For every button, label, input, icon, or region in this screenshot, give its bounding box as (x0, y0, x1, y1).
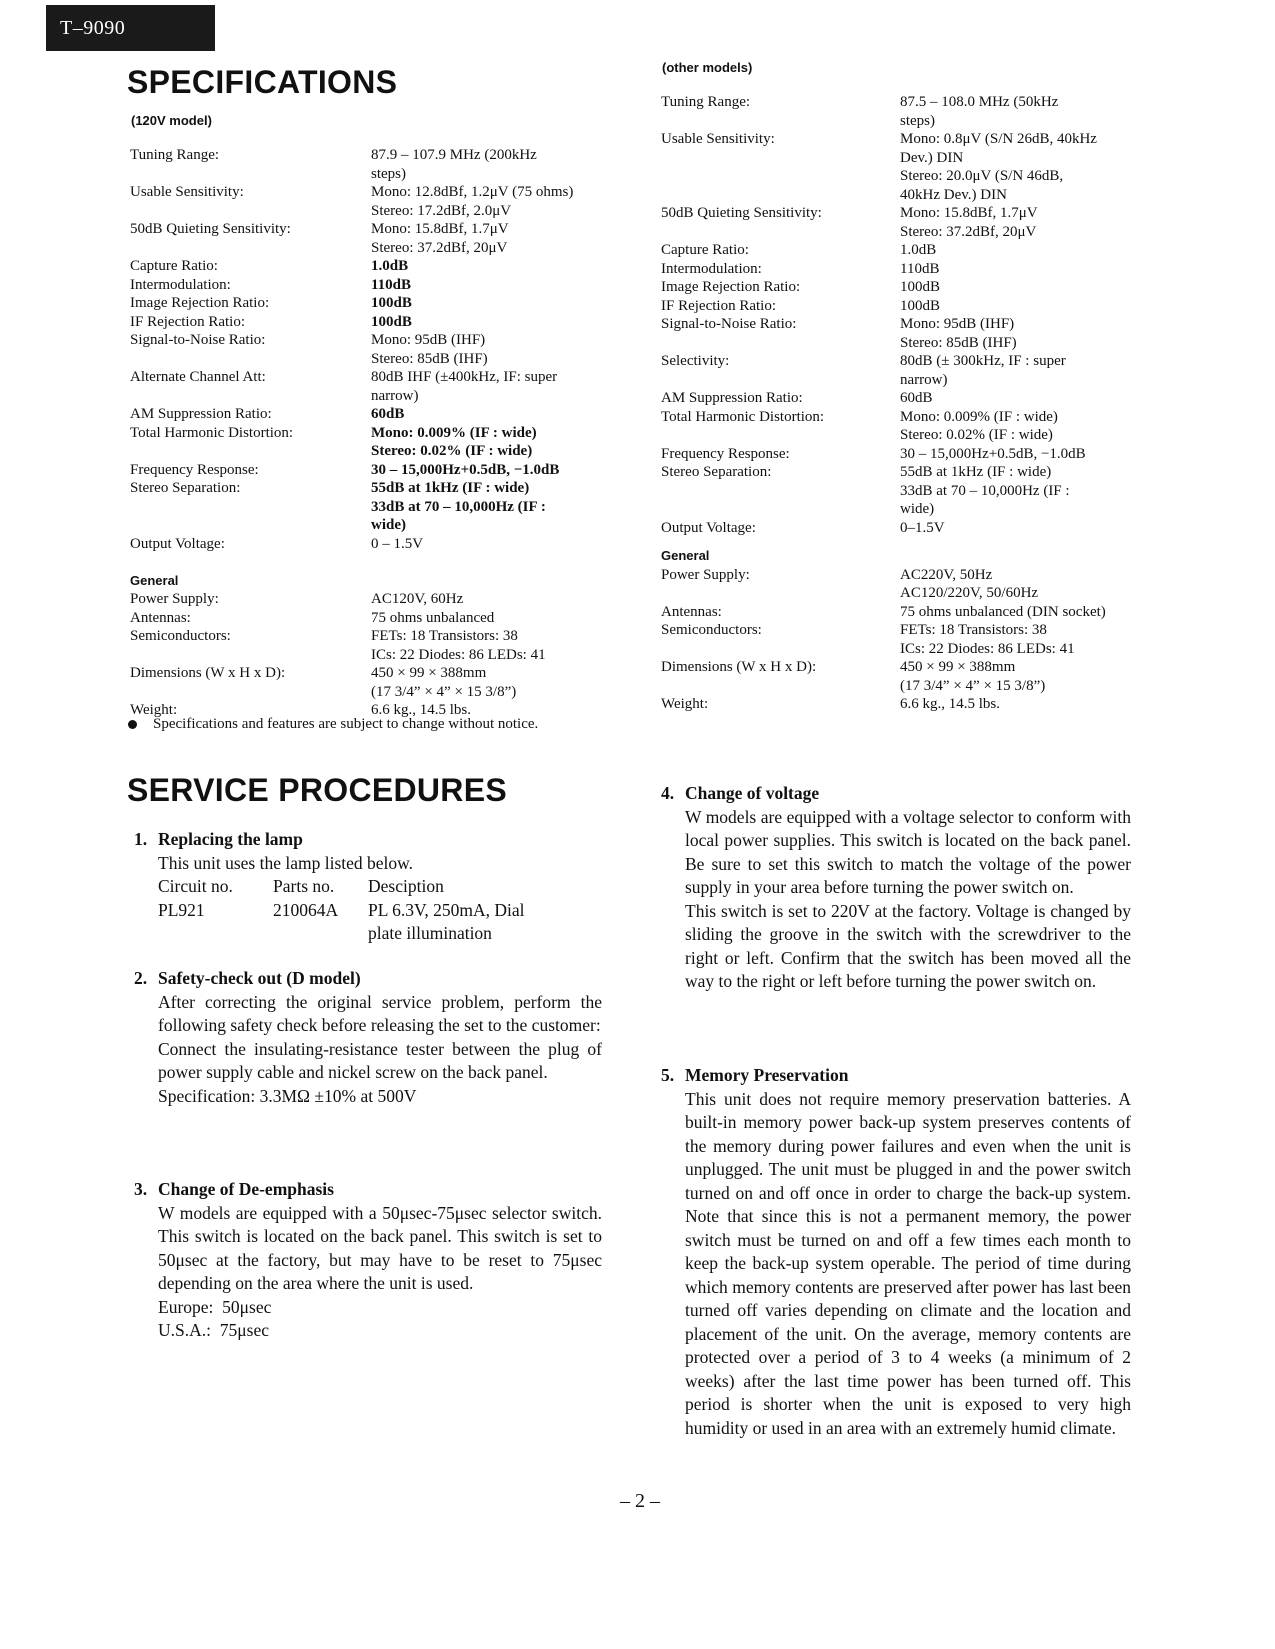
spec-row: Antennas: 75 ohms unbalanced (DIN socket) (661, 603, 1106, 620)
spec-row: Usable Sensitivity: Mono: 12.8dBf, 1.2μV (75 ohms) Stereo: 17.2dBf, 2.0μV (130, 184, 574, 219)
procedure-title: Replacing the lamp (158, 829, 303, 849)
spec-row: Usable Sensitivity: Mono: 0.8μV (S/N 26dB, 40kHz Dev.) DIN Stereo: 20.0μV (S/N 46dB, 40kHz Dev.) DIN (661, 131, 1097, 203)
lamp-table: Circuit no. Parts no. Desciption PL921 210064A PL 6.3V, 250mA, Dial plate illumination (158, 876, 525, 943)
spec-row: IF Rejection Ratio: 100dB (661, 297, 941, 314)
spec-row: Signal-to-Noise Ratio: Mono: 95dB (IHF) Stereo: 85dB (IHF) (661, 316, 1017, 351)
page-number: – 2 – (620, 1490, 660, 1512)
spec-row: Intermodulation: 110dB (661, 260, 940, 277)
note-text: Specifications and features are subject to change without notice. (153, 716, 539, 732)
spec-row: IF Rejection Ratio: 100dB (130, 313, 412, 330)
spec-row: Image Rejection Ratio: 100dB (130, 295, 412, 311)
procedure-memory-preservation: 5. Memory Preservation This unit does not require memory preservation batteries. A built-in memory power back-up system preserves contents of the memory during power failures and even when the unit is unplugged. The unit must be plugged in and the power switch turned on and off once in order to charge the back-up system. Note that since this is not a permanent memory, the power switch must be turned on and off a few times each month to keep the back-up system operable. The period of time during which memory contents are preserved after power has last been turned off varies depending on climate and the location and placement of the unit. On the average, memory contents are protected over a period of 3 to 4 weeks (a minimum of 2 weeks) after the last time power has been turned off. This period is shorter when the unit is exposed to very high humidity or used in an area with an extremely humid climate. (661, 1065, 1131, 1438)
spec-row: Output Voltage: 0–1.5V (661, 519, 945, 536)
spec-row: Selectivity: 80dB (± 300kHz, IF : super narrow) (661, 353, 1066, 388)
procedure-title: Memory Preservation (685, 1065, 849, 1085)
spec-row: Weight: 6.6 kg., 14.5 lbs. (661, 696, 1001, 712)
service-procedures-title: SERVICE PROCEDURES (127, 772, 508, 808)
procedure-de-emphasis: 3. Change of De-emphasis W models are equipped with a 50μsec-75μsec selector switch. This switch is located on the back panel. This switch is set to 50μsec at the factory, but may have to be reset to 75μsec depending on the area where the unit is used. Europe: 50μsec U.S.A.: 75μsec (134, 1179, 602, 1340)
spec-row: Semiconductors: FETs: 18 Transistors: 38 ICs: 22 Diodes: 86 LEDs: 41 (130, 628, 546, 663)
spec-row: Image Rejection Ratio: 100dB (661, 279, 941, 295)
procedure-change-voltage: 4. Change of voltage W models are equipped with a voltage selector to conform with local power supplies. This switch is located on the back panel. Be sure to set this switch to match the voltage of the power supply in your area before turning the power switch on. This switch is set to 220V at the factory. Voltage is changed by sliding the groove in the switch with the screwdriver to the right or left. Confirm that the switch has been moved all the way to the right or left before turning the power switch on. (661, 783, 1131, 991)
spec-row: Frequency Response: 30 – 15,000Hz+0.5dB, −1.0dB (661, 445, 1086, 462)
spec-row: Power Supply: AC220V, 50Hz AC120/220V, 50/60Hz (661, 566, 1039, 601)
procedure-replacing-lamp: 1. Replacing the lamp This unit uses the lamp listed below. Circuit no. Parts no. Desciption PL921 210064A PL 6.3V, 250mA, Dial plate illumination (134, 828, 602, 946)
spec-row: Signal-to-Noise Ratio: Mono: 95dB (IHF) Stereo: 85dB (IHF) (130, 332, 488, 367)
spec-row: Stereo Separation: 55dB at 1kHz (IF : wide) 33dB at 70 – 10,000Hz (IF : wide) (661, 464, 1070, 517)
spec-row: Capture Ratio: 1.0dB (661, 242, 937, 258)
spec-row: 50dB Quieting Sensitivity: Mono: 15.8dBf, 1.7μV Stereo: 37.2dBf, 20μV (130, 221, 509, 256)
right-spec-heading: (other models) (662, 60, 753, 75)
spec-row: Semiconductors: FETs: 18 Transistors: 38 ICs: 22 Diodes: 86 LEDs: 41 (661, 622, 1075, 657)
procedure-title: Change of De-emphasis (158, 1179, 334, 1199)
general-heading: General (661, 548, 710, 563)
bullet-icon (128, 720, 137, 729)
spec-row: Alternate Channel Att: 80dB IHF (±400kHz, IF: super narrow) (130, 369, 558, 404)
spec-row: Dimensions (W x H x D): 450 × 99 × 388mm (17 3/4” × 4” × 15 3/8”) (130, 665, 517, 700)
spec-row: Capture Ratio: 1.0dB (130, 258, 409, 274)
spec-row: Weight: 6.6 kg., 14.5 lbs. (130, 702, 472, 718)
procedure-title: Change of voltage (685, 783, 820, 803)
spec-row: Tuning Range: 87.9 – 107.9 MHz (200kHz steps) (130, 147, 537, 182)
specifications-title: SPECIFICATIONS (127, 64, 398, 100)
spec-row: Dimensions (W x H x D): 450 × 99 × 388mm (17 3/4” × 4” × 15 3/8”) (661, 659, 1046, 694)
spec-table-120v (130, 146, 603, 720)
spec-row: Intermodulation: 110dB (130, 276, 412, 293)
left-spec-heading: (120V model) (131, 113, 212, 128)
spec-row: Antennas: 75 ohms unbalanced (130, 609, 495, 626)
spec-change-note (128, 716, 538, 733)
spec-row: Total Harmonic Distortion: Mono: 0.009% (IF : wide) Stereo: 0.02% (IF : wide) (661, 408, 1058, 443)
spec-row: Total Harmonic Distortion: Mono: 0.009% (IF : wide) Stereo: 0.02% (IF : wide) (130, 424, 537, 459)
spec-row: AM Suppression Ratio: 60dB (130, 406, 405, 422)
spec-row: Output Voltage: 0 – 1.5V (130, 535, 424, 552)
procedure-safety-check: 2. Safety-check out (D model) After correcting the original service problem, perform the following safety check before releasing the set to the customer: Connect the insulating-resistance tester between the plug of power supply cable and nickel screw on the back panel. Specification: 3.3MΩ ±10% at 500V (134, 968, 602, 1106)
spec-table-other-models (661, 93, 1145, 714)
spec-row: Tuning Range: 87.5 – 108.0 MHz (50kHz steps) (661, 94, 1059, 129)
spec-row: 50dB Quieting Sensitivity: Mono: 15.8dBf, 1.7μV Stereo: 37.2dBf, 20μV (661, 205, 1038, 240)
spec-row: Frequency Response: 30 – 15,000Hz+0.5dB, −1.0dB (130, 461, 560, 478)
procedure-title: Safety-check out (D model) (158, 968, 361, 988)
general-heading: General (130, 572, 179, 588)
spec-row: Stereo Separation: 55dB at 1kHz (IF : wide) 33dB at 70 – 10,000Hz (IF : wide) (130, 480, 546, 533)
spec-row: AM Suppression Ratio: 60dB (661, 390, 933, 406)
spec-row: Power Supply: AC120V, 60Hz (130, 591, 464, 607)
model-number-tab: T–9090 (46, 5, 215, 51)
